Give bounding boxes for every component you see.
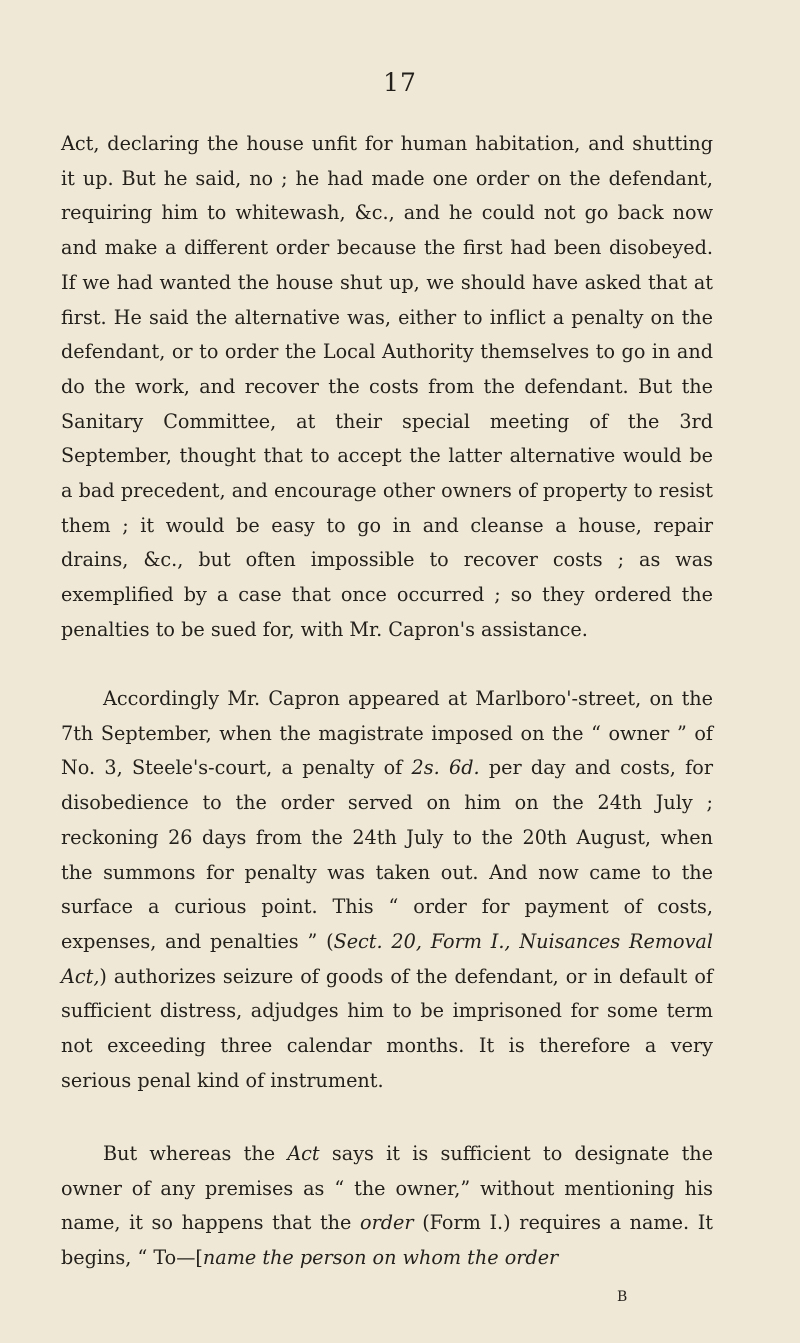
text-run: (Form I.) requires a name. It begins, “ To—[ <box>61 1211 713 1270</box>
text-run: Accordingly Mr. Capron appeared at Marlboro'-street, on the 7th September, when the magistrate imposed on the “ owner ” of No. 3, Steele's-court, a penalty of <box>61 687 713 780</box>
text-run: says it is sufficient to designate the owner of any premises as “ the owner,” without mentioning his name, it so happens that the <box>61 1142 713 1235</box>
paragraph-1 <box>61 127 713 648</box>
paragraph-text <box>61 1137 713 1276</box>
italic-amount-pence: 6d. <box>448 756 480 780</box>
signature-mark: B <box>617 1289 629 1305</box>
text-run: ) authorizes seizure of goods of the defendant, or in default of sufficient distress, adjudges him to be imprisoned for some term not exceeding three calendar months. It is therefore a very serious penal kind of instrument. <box>61 964 713 1092</box>
paragraph-text: Act, declaring the house unfit for human habitation, and shutting it up. But he said, no ; he had made one order on the defendant, requiring him to whitewash, &c., and he could not go back now and make a different order because the first had been disobeyed. If we had wanted the house shut up, we should have asked that at first. He said the alternative was, either to inflict a penalty on the defendant, or to order the Local Authority themselves to go in and do the work, and recover the costs from the defendant. But the Sanitary Committee, at their special meeting of the 3rd September, thought that to accept the latter alternative would be a bad precedent, and encourage other owners of property to resist them ; it would be easy to go in and cleanse a house, repair drains, &c., but often impossible to recover costs ; as was exemplified by a case that once occurred ; so they ordered the penalties to be sued for, with Mr. Capron's assistance. <box>61 132 713 641</box>
italic-bracket-text: name the person on whom the order <box>202 1246 559 1270</box>
page-number: 17 <box>383 68 417 97</box>
paragraph-text <box>61 682 713 1098</box>
italic-citation: Sect. 20, Form I., Nuisances Removal Act, <box>61 929 713 988</box>
text-run: But whereas the <box>103 1142 288 1165</box>
text-run <box>440 756 449 779</box>
italic-act: Act <box>287 1142 320 1165</box>
text-run: per day and costs, for disobedience to the order served on him on the 24th July ; reckoning 26 days from the 24th July to the 20th August, when the summons for penalty was taken out. And now came to the surface a curious point. This “ order for payment of costs, expenses, and penalties ” ( <box>61 756 713 953</box>
paragraph-3 <box>61 1137 713 1276</box>
italic-order: order <box>360 1211 414 1235</box>
italic-amount-shillings: 2s. <box>411 756 440 780</box>
paragraph-2 <box>61 682 713 1098</box>
